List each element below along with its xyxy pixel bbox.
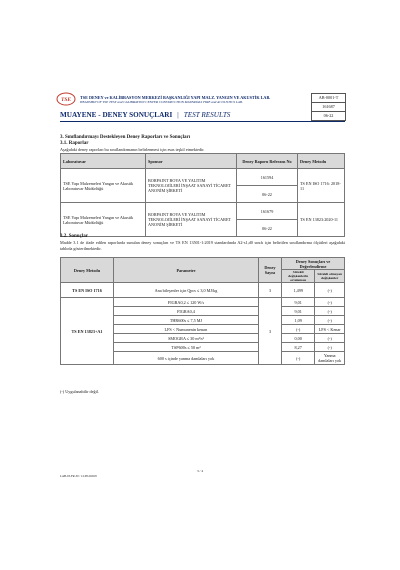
results-intro: Madde 3.1 de ifade edilen raporlarda sunulan deney sonuçları ve TS EN 13501-1:2019 standardında A2-s1,d0 sınıfı için belirtilen sınıflandırma ölçütleri aşağıdaki tabloda gösterilmektedir.: [60, 240, 345, 251]
comp-thr: (-): [315, 316, 345, 325]
cont-qpcs: 1,499: [282, 283, 315, 298]
col-laboratory: Laboratuvar: [61, 154, 146, 169]
table-row: [61, 298, 345, 307]
footnote: (-) Uygulanabilir değil.: [60, 389, 99, 394]
col-method: Deney Metodu: [61, 258, 114, 283]
table-row: [61, 203, 345, 220]
col-test-count: Deney Sayısı: [259, 258, 282, 283]
param-lfs: LFS < Numunenin kenarı: [114, 325, 259, 334]
results-table: [60, 257, 345, 365]
table-header-row: [61, 154, 345, 169]
method-en13823: TS EN 13823+A1: [61, 298, 114, 365]
row1-sponsor: BORPAINT BOYA VE YALITIM TEKNOLOJİLERİ İNŞAAT SANAYİ TİCARET ANONİM ŞİRKETİ: [146, 169, 237, 203]
tse-logo-icon: [56, 92, 76, 106]
comp-tsp: (-): [315, 343, 345, 352]
col-results-group: Deney Sonuçları ve Değerlendirme: [282, 258, 345, 270]
row2-date: 06-22: [237, 220, 298, 237]
row1-method: TS EN ISO 1716: 2018-11: [298, 169, 345, 203]
table-row: [61, 169, 345, 186]
param-figra02: FIGRA0,2 ≤ 120 W/s: [114, 298, 259, 307]
section-title: 3. Sınıflandırmayı Destekleyen Deney Raporları ve Sonuçları: [60, 135, 191, 140]
doc-code: AB-0001-T: [311, 93, 346, 102]
row1-date: 06-22: [237, 186, 298, 203]
header-divider: [60, 121, 345, 122]
cont-lfs: (-): [282, 325, 315, 334]
page-title-tr: MUAYENE - DENEY SONUÇLARI: [60, 111, 173, 119]
row1-ref: 161594: [237, 169, 298, 186]
cont-figra02: 9,01: [282, 298, 315, 307]
cont-smogra: 0,00: [282, 334, 315, 343]
svg-text:TSE: TSE: [60, 97, 72, 103]
comp-droplets: Yanma damlaları yok: [315, 352, 345, 365]
page-number: 3 / 4: [196, 469, 204, 473]
section-results-title: 3.2. Sonuçlar: [60, 234, 88, 239]
doc-code-box: [311, 93, 346, 121]
comp-figra04: (-): [315, 307, 345, 316]
comp-figra02: (-): [315, 298, 345, 307]
col-continuous: Sürekli değişkenlerin ortalaması: [282, 270, 315, 283]
col-parameter: Parametre: [114, 258, 259, 283]
col-sponsor: Sponsor: [146, 154, 237, 169]
comp-qpcs: (-): [315, 283, 345, 298]
report-date: 06-22: [311, 111, 346, 121]
count-iso1716: 3: [259, 283, 282, 298]
row2-method: TS EN 13823:2020-11: [298, 203, 345, 237]
row2-sponsor: BORPAINT BOYA VE YALITIM TEKNOLOJİLERİ İNŞAAT SANAYİ TİCARET ANONİM ŞİRKETİ: [146, 203, 237, 237]
param-thr: THR600s ≤ 7,5 MJ: [114, 316, 259, 325]
table-row: [61, 283, 345, 298]
param-figra04: FIGRA0,4: [114, 307, 259, 316]
section-reports-title: 3.1. Raporlar: [60, 141, 89, 146]
count-en13823: 3: [259, 298, 282, 365]
row2-ref: 161679: [237, 203, 298, 220]
cont-figra04: 9,01: [282, 307, 315, 316]
comp-lfs: LFS < Kenar: [315, 325, 345, 334]
param-droplets: 600 s içinde yanma damlaları yok: [114, 352, 259, 365]
lab-title: TSE DENEY ve KALİBRASYON MERKEZİ BAŞKANLIĞI YAPI MALZ. YANGIN VE AKUSTİK LAB.: [80, 95, 271, 100]
lab-subtitle: HEADSHIP OF TSE TEST and CALIBRATION CENTER CONSTRUCTION MATERIALS FIRE and ACOUSTICS LAB.: [80, 100, 243, 104]
form-code: LAB-03-FR-30 / 12.08.2020/0: [60, 474, 97, 478]
param-qpcs: Ana bileşenler için Qpcs ≤ 3,0 MJ/kg: [114, 283, 259, 298]
row2-lab: TSE Yapı Malzemeleri Yangın ve Akustik Laboratuvar Müdürlüğü: [61, 203, 146, 237]
page-title: MUAYENE - DENEY SONUÇLARI | TEST RESULTS: [60, 111, 231, 119]
col-compliance: Sürekli olmayan değişkenler: [315, 270, 345, 283]
cont-thr: 1,09: [282, 316, 315, 325]
param-tsp: TSP600s ≤ 50 m²: [114, 343, 259, 352]
param-smogra: SMOGRA ≤ 30 m²/s²: [114, 334, 259, 343]
comp-smogra: (-): [315, 334, 345, 343]
col-report-ref: Deney Raporu Referans No: [237, 154, 298, 169]
report-number: 161687: [311, 102, 346, 111]
reports-note: Aşağıdaki deney raporları bu sınıflandırmanın belirlenmesi için esas teşkil etmektedir.: [60, 147, 205, 152]
cont-droplets: (-): [282, 352, 315, 365]
page-title-en: TEST RESULTS: [183, 111, 231, 119]
col-test-method: Deney Metodu: [298, 154, 345, 169]
cont-tsp: 8,27: [282, 343, 315, 352]
row1-lab: TSE Yapı Malzemeleri Yangın ve Akustik Laboratuvar Müdürlüğü: [61, 169, 146, 203]
table-header-row: [61, 258, 345, 270]
reports-table: [60, 153, 345, 237]
method-iso1716: TS EN ISO 1716: [61, 283, 114, 298]
